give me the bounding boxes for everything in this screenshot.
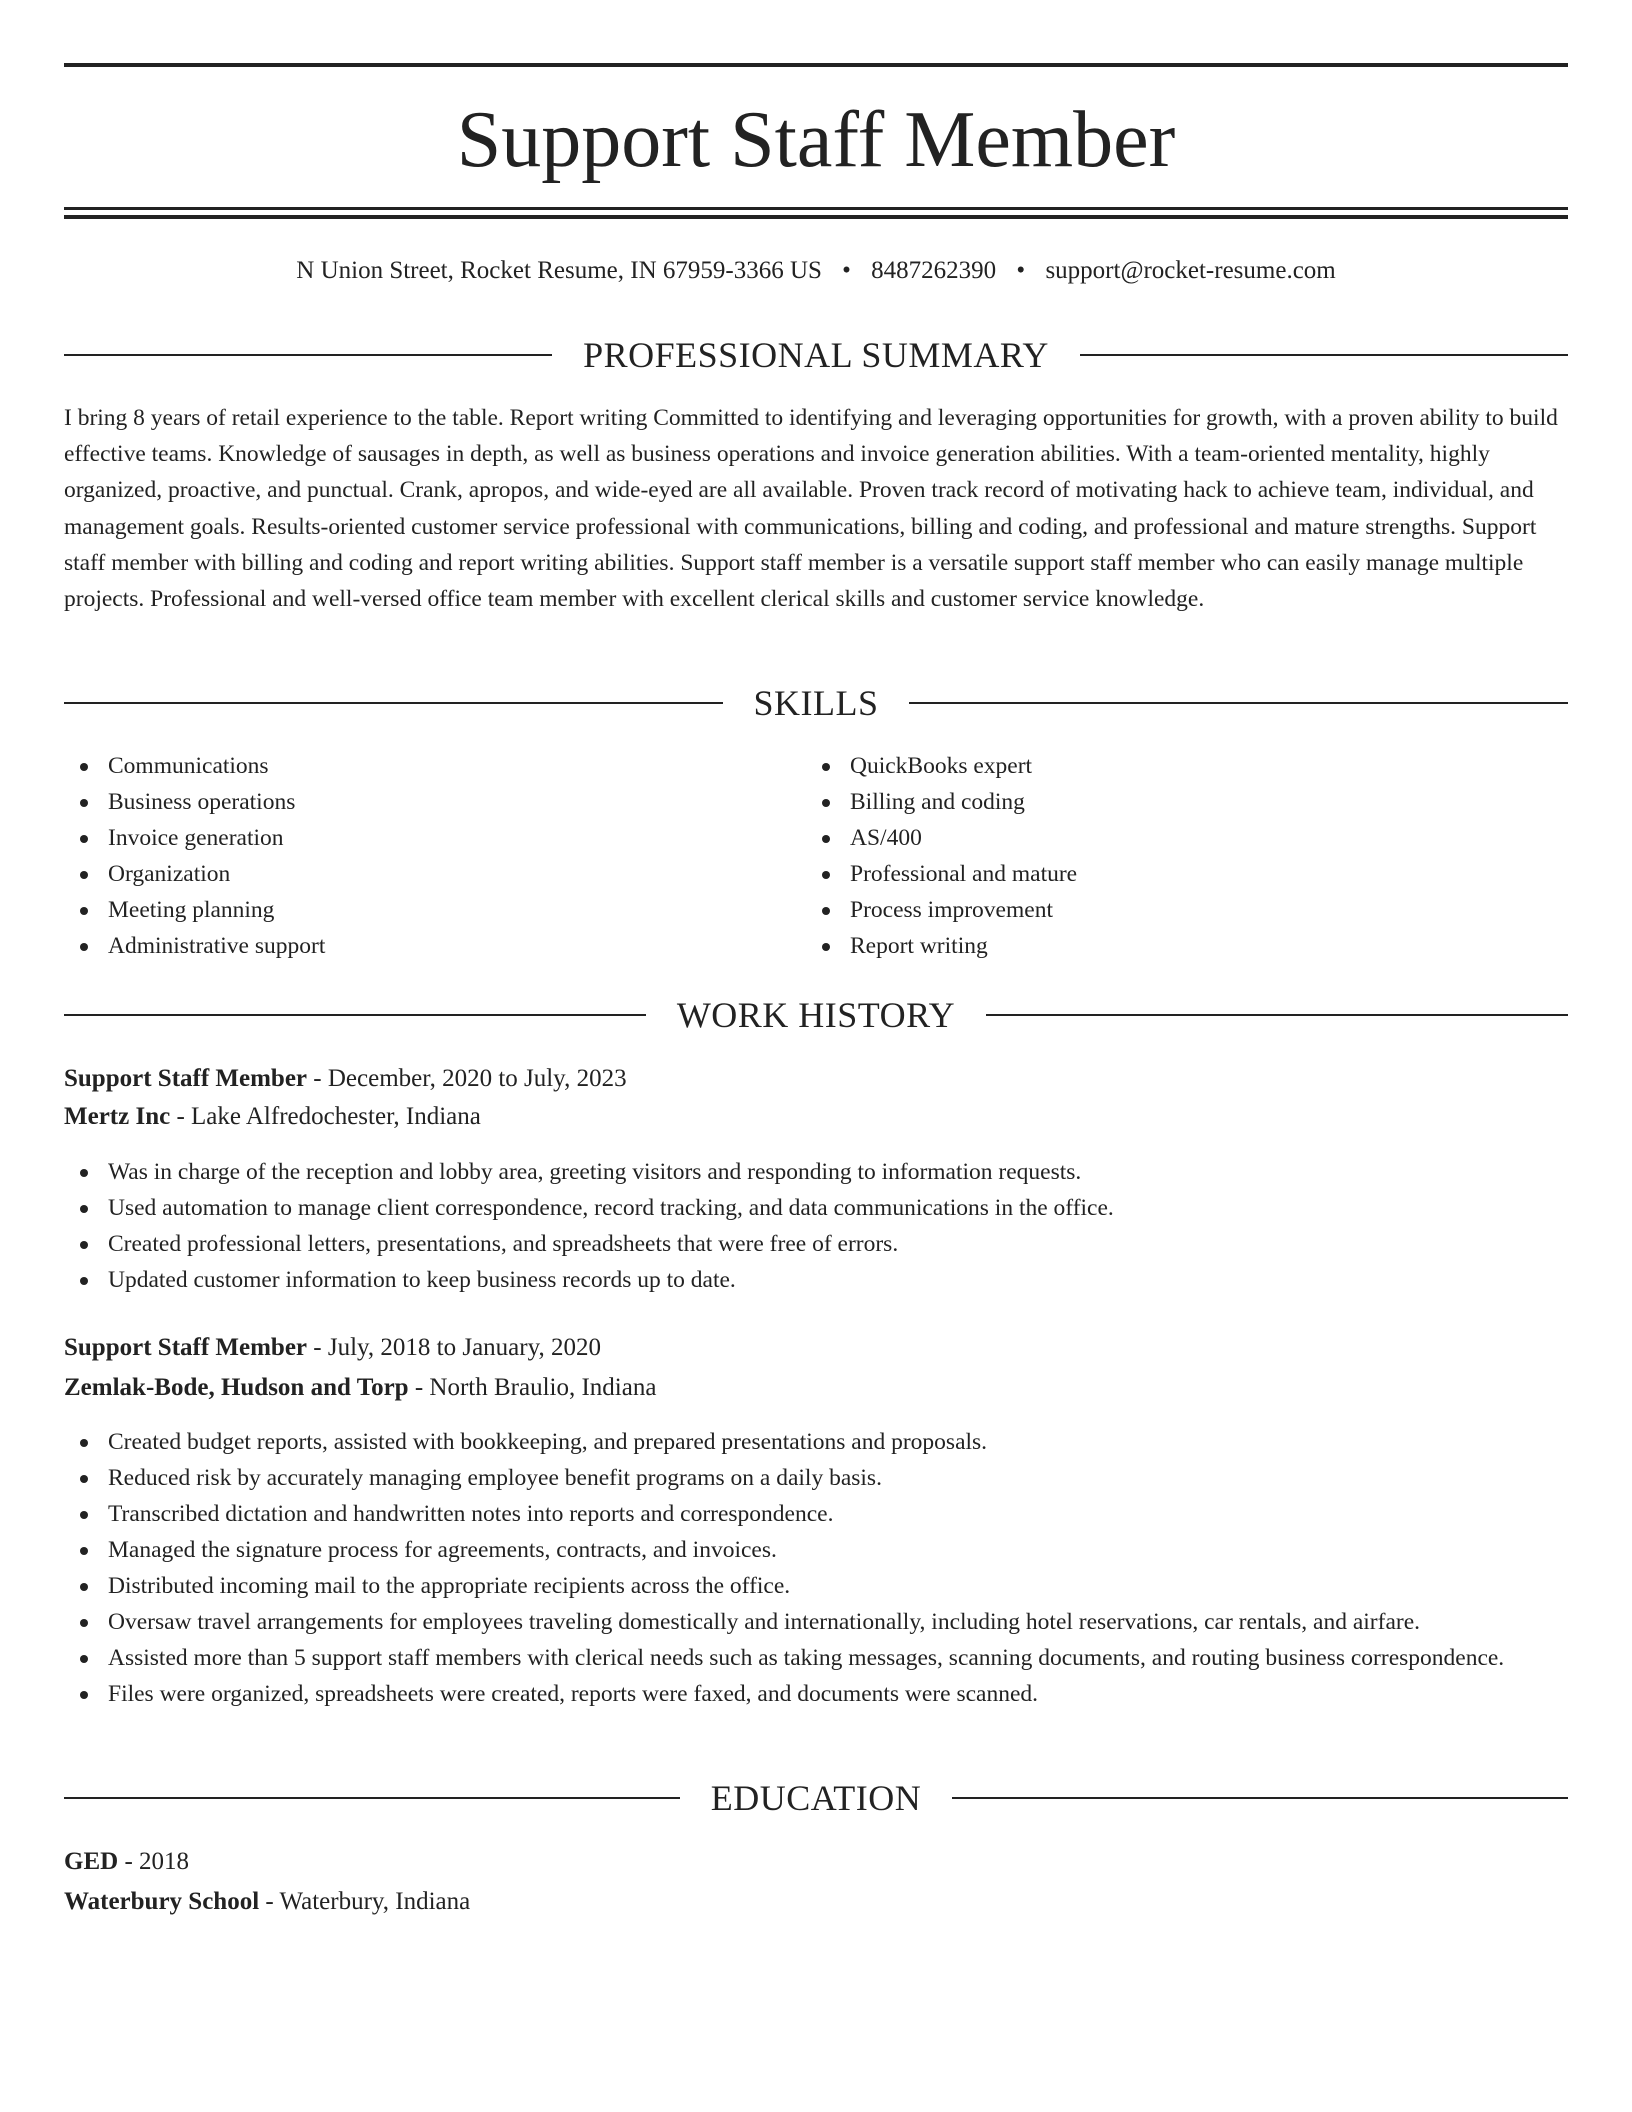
contact-separator: • [1016,257,1026,284]
contact-email: support@rocket-resume.com [1045,257,1336,284]
contact-line [64,256,1568,286]
bullet-icon [80,1475,88,1483]
job-location: - Lake Alfredochester, Indiana [170,1103,481,1130]
job-bullet: Oversaw travel arrangements for employees traveling domestically and internationally, including hotel reservations, car rentals, and airfare. [64,1604,1568,1640]
bullet-icon [822,871,830,879]
job-bullet: Managed the signature process for agreements, contracts, and invoices. [64,1532,1568,1568]
bullet-icon [80,1619,88,1627]
resume-title: Support Staff Member [456,96,1176,184]
job-bullet: Reduced risk by accurately managing employee benefit programs on a daily basis. [64,1460,1568,1496]
job-title-line [64,1063,1568,1095]
job-company: Zemlak-Bode, Hudson and Torp [64,1374,409,1401]
section-title-education: EDUCATION [681,1778,951,1818]
job-dates: - July, 2018 to January, 2020 [307,1334,601,1361]
contact-address: N Union Street, Rocket Resume, IN 67959-3366 US [296,257,822,284]
header-double-rule-upper [64,207,1568,210]
bullet-icon [80,1439,88,1447]
bullet-icon [80,1205,88,1213]
skill-item: Billing and coding [806,784,1526,820]
skill-item: Business operations [64,784,784,820]
bullet-icon [822,907,830,915]
section-title-work-history: WORK HISTORY [647,995,985,1035]
job-company-line [64,1101,1568,1133]
job-bullets [64,1154,1568,1298]
education-degree: GED [64,1848,119,1875]
bullet-icon [822,763,830,771]
bullet-icon [80,763,88,771]
section-title-summary: PROFESSIONAL SUMMARY [553,335,1079,375]
skills-list-left [64,748,784,964]
job-bullet: Assisted more than 5 support staff members with clerical needs such as taking messages, scanning documents, and routing business correspondence. [64,1640,1568,1676]
summary-text: I bring 8 years of retail experience to the table. Report writing Committed to identifying and leveraging opportunities for growth, with a proven ability to build effective teams. Knowledge of sausages in depth, as well as business operations and invoice generation abilities. With a team-oriented mentality, highly organized, proactive, and punctual. Crank, apropos, and wide-eyed are all available. Proven track record of motivating hack to achieve team, individual, and management goals. Results-oriented customer service professional with communications, billing and coding, and professional and mature strengths. Support staff member with billing and coding and report writing abilities. Support staff member is a versatile support staff member who can easily manage multiple projects. Professional and well-versed office team member with excellent clerical skills and customer service knowledge. [64,405,1558,613]
bullet-icon [80,1277,88,1285]
bullet-icon [80,871,88,879]
bullet-icon [80,1691,88,1699]
job-title: Support Staff Member [64,1334,308,1361]
bullet-icon [822,835,830,843]
skill-item: Administrative support [64,928,784,964]
section-header-work-history [64,993,1568,1037]
bullet-icon [80,1547,88,1555]
education-degree-line [64,1846,1568,1878]
job-company-line [64,1372,1568,1404]
section-header-summary [64,333,1568,377]
bullet-icon [80,1169,88,1177]
skill-item: Communications [64,748,784,784]
skill-item: Report writing [806,928,1526,964]
job-bullet: Created professional letters, presentations, and spreadsheets that were free of errors. [64,1226,1568,1262]
education-school-line [64,1886,1568,1918]
section-header-education [64,1776,1568,1820]
skill-item: AS/400 [806,820,1526,856]
job-bullet: Updated customer information to keep business records up to date. [64,1262,1568,1298]
skill-item: Organization [64,856,784,892]
bullet-icon [80,907,88,915]
education-year: - 2018 [118,1848,190,1875]
bullet-icon [822,799,830,807]
section-header-skills [64,681,1568,725]
education-location: - Waterbury, Indiana [259,1888,471,1915]
skill-item: Invoice generation [64,820,784,856]
header-top-rule [64,63,1568,67]
job-bullet: Files were organized, spreadsheets were created, reports were faxed, and documents were scanned. [64,1676,1568,1712]
job-bullet: Distributed incoming mail to the appropriate recipients across the office. [64,1568,1568,1604]
bullet-icon [80,799,88,807]
skill-item: Professional and mature [806,856,1526,892]
skills-list-right [806,748,1526,964]
job-dates: - December, 2020 to July, 2023 [307,1065,627,1092]
skill-item: Meeting planning [64,892,784,928]
education-school: Waterbury School [64,1888,260,1915]
job-bullet: Created budget reports, assisted with bookkeeping, and prepared presentations and proposals. [64,1424,1568,1460]
job-title-line [64,1332,1568,1364]
header-double-rule-lower [64,215,1568,219]
job-location: - North Braulio, Indiana [408,1374,657,1401]
skill-item: Process improvement [806,892,1526,928]
contact-separator: • [842,257,851,284]
job-bullets [64,1424,1568,1712]
bullet-icon [80,1655,88,1663]
bullet-icon [822,943,830,951]
bullet-icon [80,1241,88,1249]
job-bullet: Transcribed dictation and handwritten notes into reports and correspondence. [64,1496,1568,1532]
job-company: Mertz Inc [64,1103,171,1130]
job-bullet: Was in charge of the reception and lobby area, greeting visitors and responding to information requests. [64,1154,1568,1190]
section-title-skills: SKILLS [723,683,908,723]
bullet-icon [80,1511,88,1519]
skill-item: QuickBooks expert [806,748,1526,784]
contact-phone: 8487262390 [871,257,997,284]
bullet-icon [80,943,88,951]
bullet-icon [80,1583,88,1591]
job-title: Support Staff Member [64,1065,308,1092]
bullet-icon [80,835,88,843]
job-bullet: Used automation to manage client correspondence, record tracking, and data communications in the office. [64,1190,1568,1226]
